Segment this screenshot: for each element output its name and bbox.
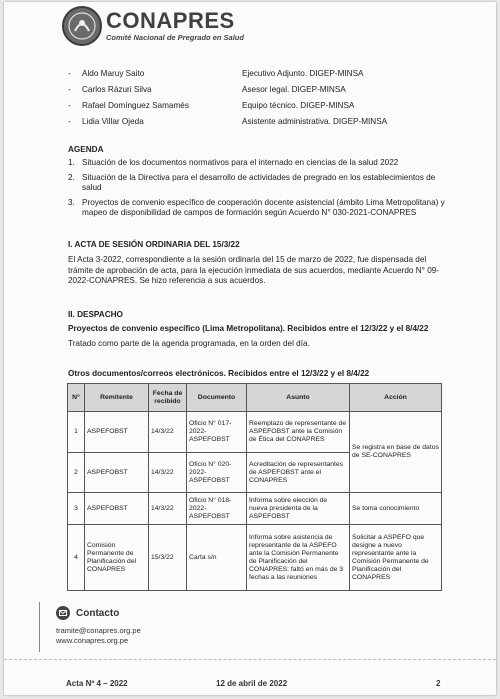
header-number: N° [68,384,85,412]
cell-subject: Informa sobre asistencia de representante de la ASPEFO ante la Comisión Permanente de Planificación del CONAPRES: faltó en más de 3 fechas a las reuniones [247,525,350,591]
footer-date: 12 de abril de 2022 [216,679,288,688]
agenda-item-text: Proyectos de convenio específico de cooperación docente asistencial (ámbito Lima Metropolitana) y mapeo de disponibilidad de campos de formación según Acuerdo N° 030-2021-CONAPRES [82,197,445,217]
table-row [68,412,442,453]
section-2-subtitle: Proyectos de convenio específico (Lima Metropolitana). Recibidos entre el 12/3/22 y el 8/4/22 [68,324,429,333]
cell-number: 1 [68,412,85,453]
cell-date: 15/3/22 [149,525,187,591]
contact-heading [56,606,141,620]
cell-action: Se registra en base de datos de SE-CONAPRES [350,412,442,493]
attendee-role: Ejecutivo Adjunto. DIGEP-MINSA [242,69,364,78]
attendee-dash: - [68,69,71,78]
footer-document-id: Acta Nº 4 – 2022 [66,679,128,688]
attendee-name: Lidia Villar Ojeda [82,117,144,126]
documents-table [67,383,442,591]
table-row [68,525,442,591]
cell-document: Oficio N° 020-2022-ASPEFOBST [187,453,247,493]
mail-icon [56,606,70,620]
section-1-text: El Acta 3-2022, correspondiente a la sesión ordinaria del 15 de marzo de 2022, fue dispensada del trámite de aprobación de acta, para la ejecución inmediata de sus acuerdos, mediante Acuerdo N° 09-2022-CONAPRES. Se hizo referencia a sus acuerdos. [68,255,440,285]
attendee-role: Asesor legal. DIGEP-MINSA [242,85,346,94]
agenda-item-number: 3. [68,197,75,207]
attendee-role: Asistente administrativa. DIGEP-MINSA [242,117,388,126]
cell-date: 14/3/22 [149,453,187,493]
header [62,6,244,46]
header-action: Acción [350,384,442,412]
brand-name: CONAPRES [106,8,235,33]
attendee-name: Aldo Maruy Saito [82,69,145,78]
document-page [4,2,496,695]
header-subject: Asunto [247,384,350,412]
agenda-item [68,158,448,169]
agenda-item-text: Situación de la Directiva para el desarrollo de actividades de pregrado en los establecimientos de salud [82,172,436,192]
agenda-item [68,198,448,219]
cell-sender: ASPEFOBST [85,453,149,493]
agenda-title: AGENDA [68,145,104,154]
agenda-list [68,158,448,223]
section-1-title: I. ACTA DE SESIÓN ORDINARIA DEL 15/3/22 [68,240,240,249]
cell-number: 4 [68,525,85,591]
attendee-row [68,69,438,85]
attendee-name: Carlos Rázuri Silva [82,85,152,94]
contact-block [56,606,141,645]
cell-document: Carta s/n [187,525,247,591]
attendee-name: Rafael Domínguez Samamés [82,101,189,110]
brand-block [106,10,244,42]
cell-sender: Comisión Permanente de Planificación del CONAPRES [85,525,149,591]
contact-email: tramite@conapres.org.pe [56,626,141,635]
attendee-row [68,85,438,101]
footer-divider [4,659,496,660]
agenda-item-number: 2. [68,172,75,182]
agenda-item-number: 1. [68,158,75,167]
footer-page-number: 2 [436,679,441,688]
logo-emblem-icon [67,11,97,41]
cell-subject: Informa sobre elección de nueva presidenta de la ASPEFOBST [247,493,350,525]
cell-sender: ASPEFOBST [85,493,149,525]
contact-title: Contacto [76,607,120,619]
attendee-row [68,117,438,133]
brand-subtitle: Comité Nacional de Pregrado en Salud [106,33,244,42]
attendee-dash: - [68,101,71,110]
header-date: Fecha de recibido [149,384,187,412]
attendee-dash: - [68,117,71,126]
cell-document: Oficio N° 018-2022-ASPEFOBST [187,493,247,525]
section-2-title: II. DESPACHO [68,310,123,319]
cell-number: 2 [68,453,85,493]
cell-number: 3 [68,493,85,525]
attendee-dash: - [68,85,71,94]
conapres-logo [62,6,102,46]
contact-website: www.conapres.org.pe [56,635,129,645]
table-row [68,493,442,525]
attendee-role: Equipo técnico. DIGEP-MINSA [242,101,355,110]
cell-subject: Reemplazo de representante de ASPEFOBST ante la Comisión de Ética del CONAPRES [247,412,350,453]
attendee-list [68,69,438,133]
header-document: Documento [187,384,247,412]
section-2-text: Tratado como parte de la agenda programada, en la orden del día. [68,339,310,348]
cell-date: 14/3/22 [149,412,187,453]
cell-document: Oficio N° 017-2022-ASPEFOBST [187,412,247,453]
attendee-row [68,101,438,117]
agenda-item [68,173,448,194]
cell-action: Solicitar a ASPEFO que designe a nuevo representante ante la Comisión Permanente de Planificación del CONAPRES [350,525,442,591]
table-header-row [68,384,442,412]
agenda-item-text: Situación de los documentos normativos para el internado en ciencias de la salud 2022 [82,158,399,167]
cell-subject: Acreditación de representantes de ASPEFOBST ante el CONAPRES [247,453,350,493]
cell-action: Se toma conocimiento [350,493,442,525]
cell-date: 14/3/22 [149,493,187,525]
header-sender: Remitente [85,384,149,412]
contact-divider [39,602,40,652]
other-documents-title: Otros documentos/correos electrónicos. Recibidos entre el 12/3/22 y el 8/4/22 [68,369,370,378]
cell-sender: ASPEFOBST [85,412,149,453]
